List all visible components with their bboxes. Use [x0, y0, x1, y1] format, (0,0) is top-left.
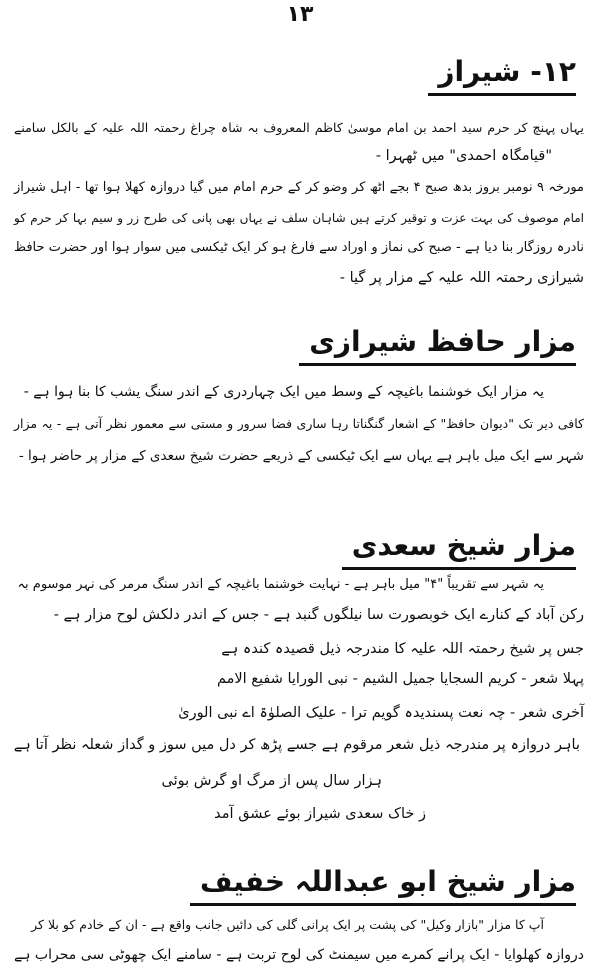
heading-hafiz-text: مزار حافظ شیرازی — [309, 325, 576, 358]
heading-shiraz-text: ۱۲- شیراز — [438, 55, 576, 88]
heading-hafiz — [309, 322, 576, 362]
heading-underline — [190, 903, 576, 906]
paragraph-line: نادرہ روزگار بنا دیا ہے - صبح کی نماز و اوراد سے فارغ ہو کر ایک ٹیکسی میں سوار ہوا اور حضرت حافظ — [14, 240, 584, 255]
heading-khafif — [200, 862, 576, 902]
paragraph-line: یہ شہر سے تقریباً "۴" میل باہر ہے - نہایت خوشنما باغیچہ کے اندر سنگ مرمر کی نہر موسوم بہ — [17, 577, 544, 592]
verse-line: ز خاک سعدی شیراز بوئے عشق آمد — [214, 806, 426, 822]
verse-line: ہزار سال پس از مرگ او گرش بوئی — [161, 773, 382, 789]
heading-underline — [299, 363, 576, 366]
heading-underline — [342, 567, 576, 570]
paragraph-line: رکن آباد کے کنارے ایک خوبصورت سا نیلگوں گنبد ہے - جس کے اندر دلکش لوح مزار ہے - — [53, 607, 584, 623]
paragraph-line: باہر دروازہ پر مندرجہ ذیل شعر مرقوم ہے جسے پڑھ کر دل میں سوز و گداز شعلہ نظر آتا ہے — [13, 737, 580, 753]
heading-khafif-text: مزار شیخ ابو عبداللہ خفیف — [199, 865, 576, 898]
paragraph-line: یہاں پہنچ کر حرم سید احمد بن امام موسیٰ کاظم المعروف بہ شاہ چراغ رحمتہ اللہ علیہ کے بالکل سامنے — [14, 120, 584, 135]
paragraph-line: شیرازی رحمتہ اللہ علیہ کے مزار پر گیا - — [339, 270, 584, 286]
paragraph-line: مورخہ ۹ نومبر بروز بدھ صبح ۴ بجے اٹھ کر وضو کر کے حرم امام میں گیا دروازہ کھلا ہوا تھا - اہل شیراز — [14, 180, 584, 195]
heading-underline — [428, 93, 576, 96]
heading-shiraz — [438, 52, 576, 92]
paragraph-line: جس پر شیخ رحمتہ اللہ علیہ کا مندرجہ ذیل قصیدہ کندہ ہے — [221, 641, 584, 657]
verse-line: پہلا شعر - کریم السجایا جمیل الشیم - نبی الورایا شفیع الامم — [216, 671, 584, 687]
paragraph-line: امام موصوف کی بہت عزت و توقیر کرتے ہیں شاہان سلف نے یہاں بھی پانی کی طرح زر و سیم بہا کر حرم کو — [14, 211, 584, 225]
paragraph-line: "قیامگاہ احمدی" میں ٹھہرا - — [375, 148, 552, 164]
paragraph-line: آپ کا مزار "بازار وکیل" کی پشت پر ایک پرانی گلی کی دائیں جانب واقع ہے - ان کے خادم کو بلا کر — [31, 917, 544, 932]
paragraph-line: دروازہ کھلوایا - ایک پرانے کمرے میں سیمنٹ کی لوح تربت ہے - سامنے ایک چھوٹی سی محراب ہے — [14, 947, 584, 963]
paragraph-line: یہ مزار ایک خوشنما باغیچہ کے وسط میں ایک چہاردری کے اندر سنگ یشب کا بنا ہوا ہے - — [23, 384, 544, 400]
verse-line: آخری شعر - چہ نعت پسندیدہ گویم ترا - علیک الصلوٰۃ اے نبی الوریٰ — [178, 705, 584, 721]
page-number: ۱۳ — [286, 2, 314, 27]
paragraph-line: شہر سے ایک میل باہر ہے یہاں سے ایک ٹیکسی کے ذریعے حضرت شیخ سعدی کے مزار پر حاضر ہوا - — [18, 448, 584, 464]
heading-saadi-text: مزار شیخ سعدی — [351, 529, 576, 562]
paragraph-line: کافی دیر تک "دیوان حافظ" کے اشعار گنگناتا رہا ساری فضا سرور و مستی سے معمور نظر آتی ہے - یہ مزار — [14, 416, 584, 431]
heading-saadi — [352, 526, 576, 566]
